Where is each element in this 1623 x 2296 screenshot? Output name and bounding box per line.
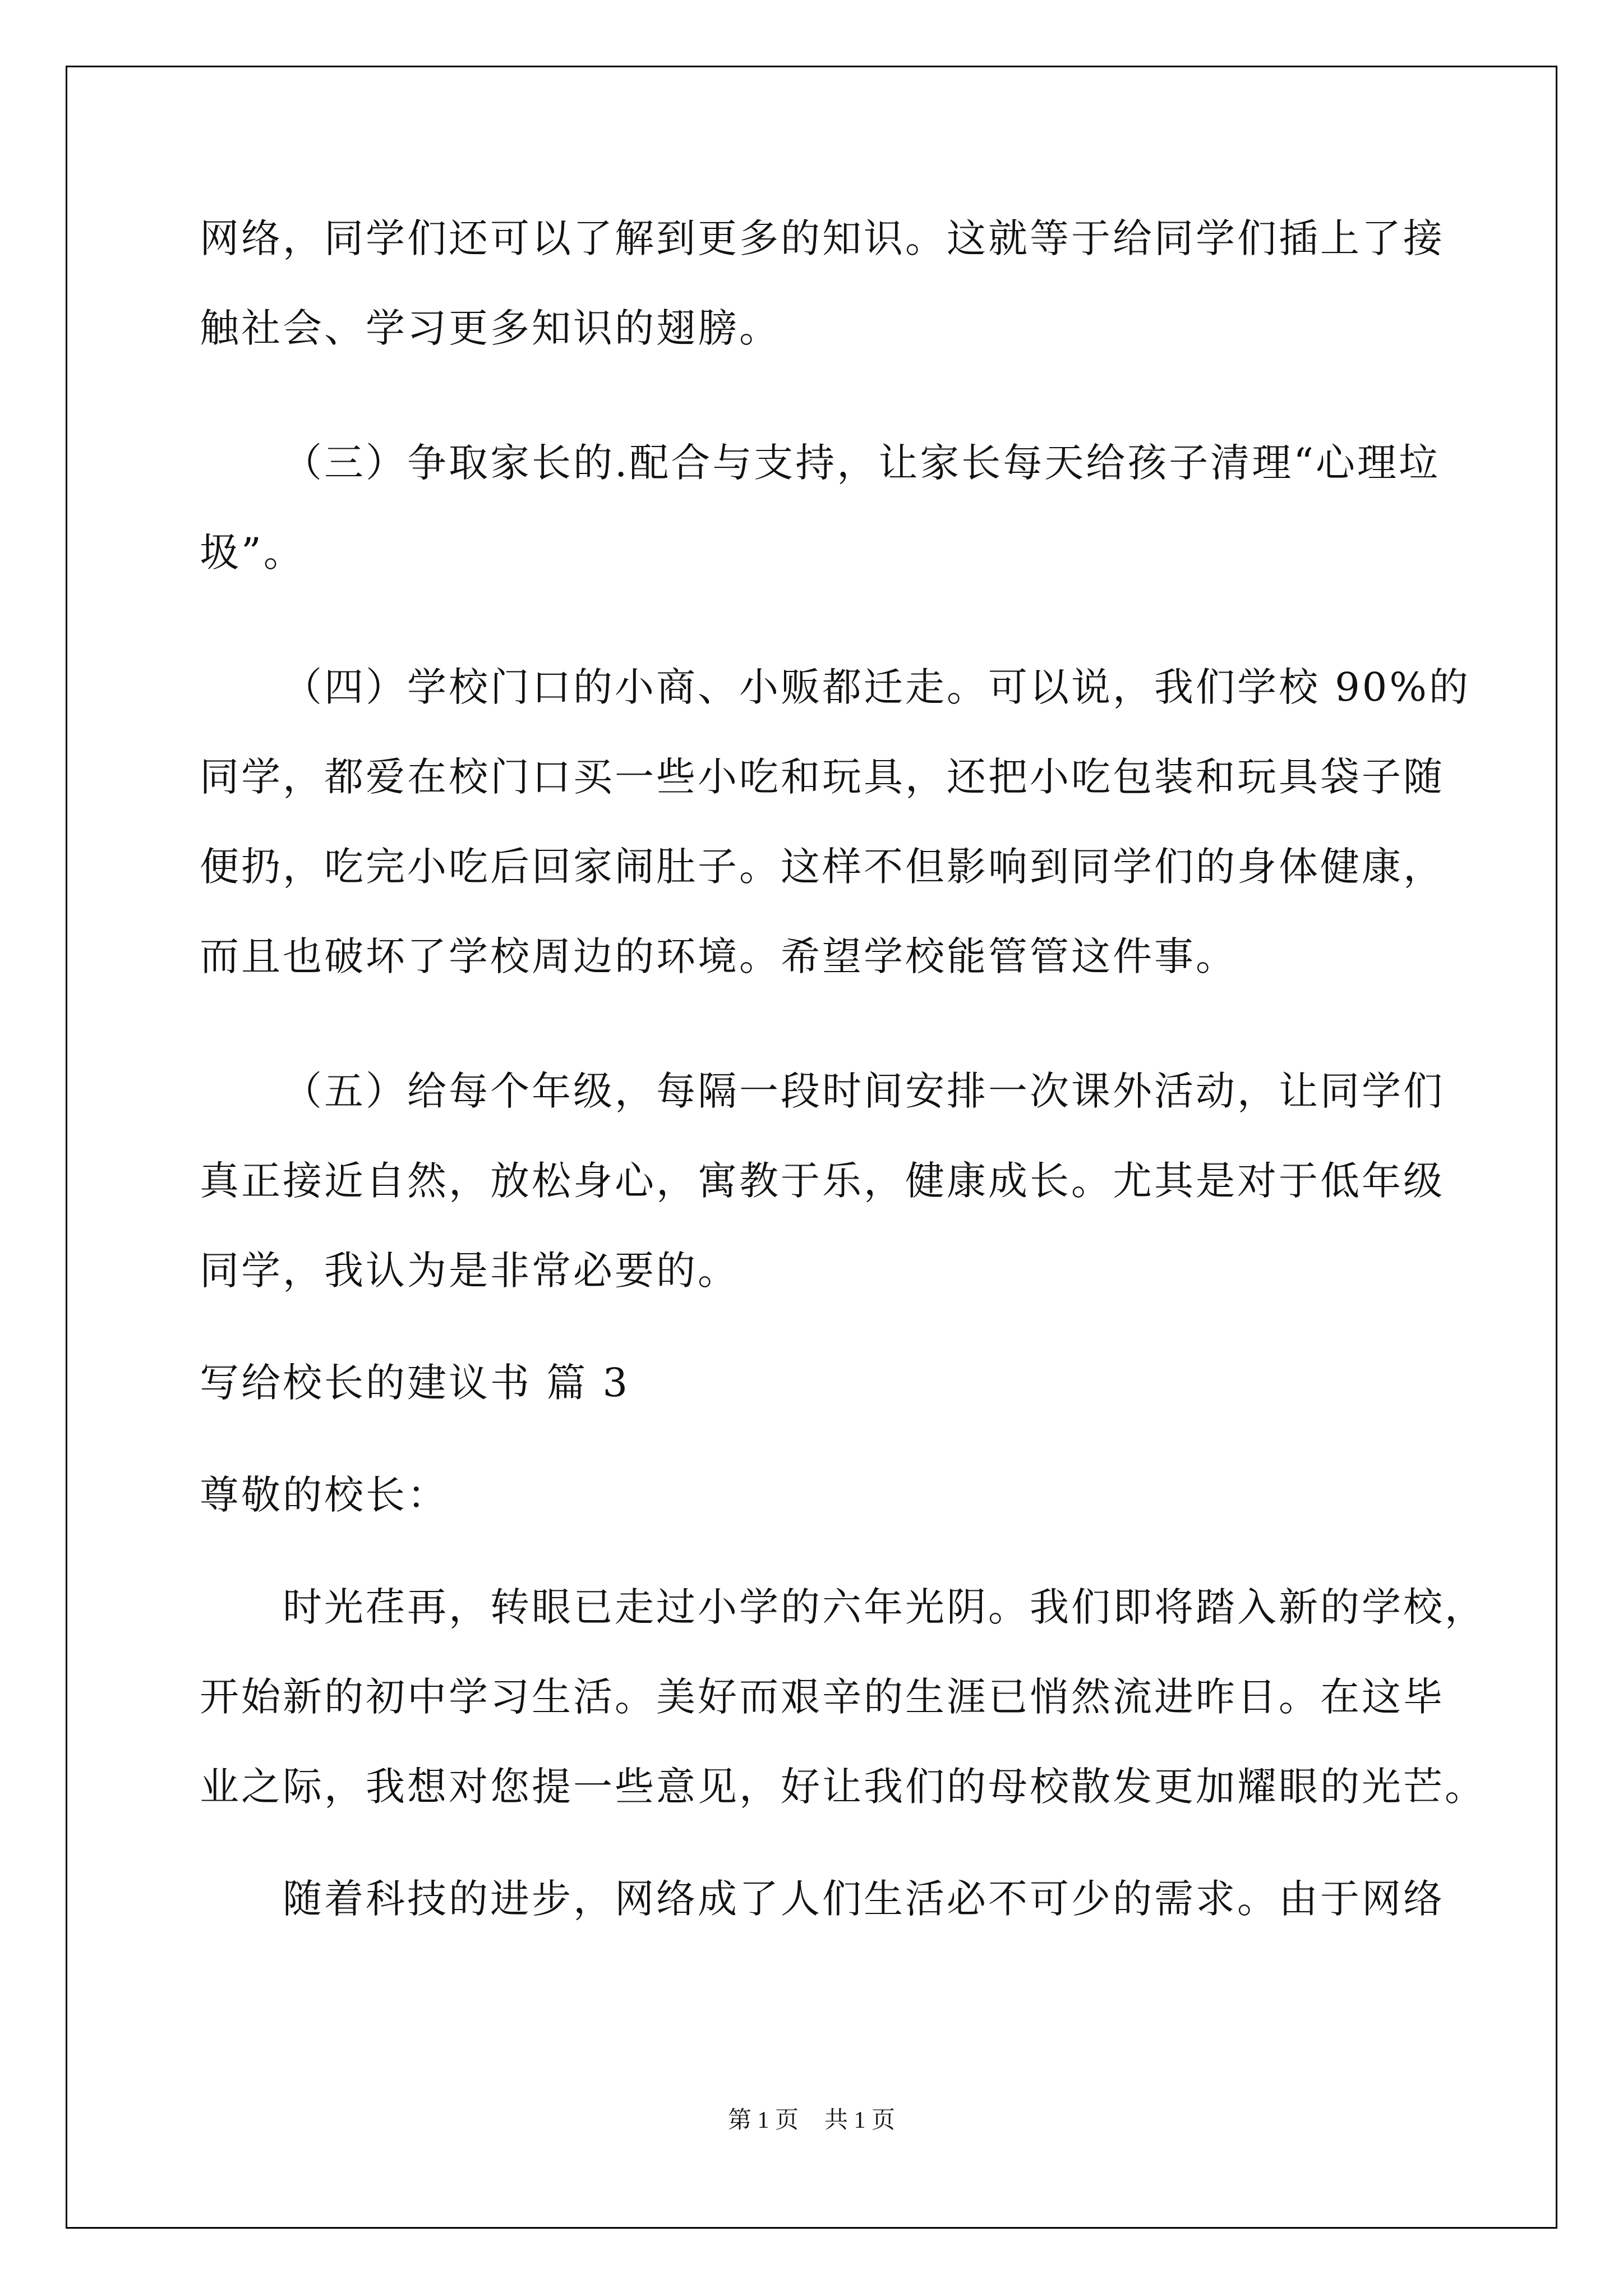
text-line: 同学，都爱在校门口买一些小吃和玩具，还把小吃包装和玩具袋子随 [200,754,1445,800]
text-line: 同学，我认为是非常必要的。 [200,1248,739,1294]
text-line: 真正接近自然，放松身心，寓教于乐，健康成长。尤其是对于低年级 [200,1158,1445,1204]
text-line: 圾”。 [200,530,305,576]
text-line: 业之际，我想对您提一些意见，好让我们的母校散发更加耀眼的光芒。 [200,1764,1486,1810]
text-line: 便扔，吃完小吃后回家闹肚子。这样不但影响到同学们的身体健康， [200,844,1445,890]
salutation: 尊敬的校长： [200,1472,449,1518]
section-heading: 写给校长的建议书 篇 3 [200,1360,630,1406]
text-line: 触社会、学习更多知识的翅膀。 [200,305,781,351]
paragraph-3-line: （三）争取家长的.配合与支持，让家长每天给孩子清理“心理垃 [283,440,1441,486]
page-total: 共 1 页 [824,2108,896,2133]
letter-paragraph-line: 随着科技的进步，网络成了人们生活必不可少的需求。由于网络 [283,1876,1445,1922]
page-footer [0,2105,1623,2136]
paragraph-5-line: （五）给每个年级，每隔一段时间安排一次课外活动，让同学们 [283,1068,1445,1114]
text-line: 网络，同学们还可以了解到更多的知识。这就等于给同学们插上了接 [200,215,1445,261]
page-number: 第 1 页 [727,2108,799,2133]
text-line: 而且也破坏了学校周边的环境。希望学校能管管这件事。 [200,933,1237,979]
letter-paragraph-line: 时光荏再，转眼已走过小学的六年光阴。我们即将踏入新的学校， [283,1584,1486,1630]
text-line: 开始新的初中学习生活。美好而艰辛的生涯已悄然流进昨日。在这毕 [200,1674,1445,1720]
paragraph-4-line: （四）学校门口的小商、小贩都迁走。可以说，我们学校 90%的 [283,664,1470,710]
